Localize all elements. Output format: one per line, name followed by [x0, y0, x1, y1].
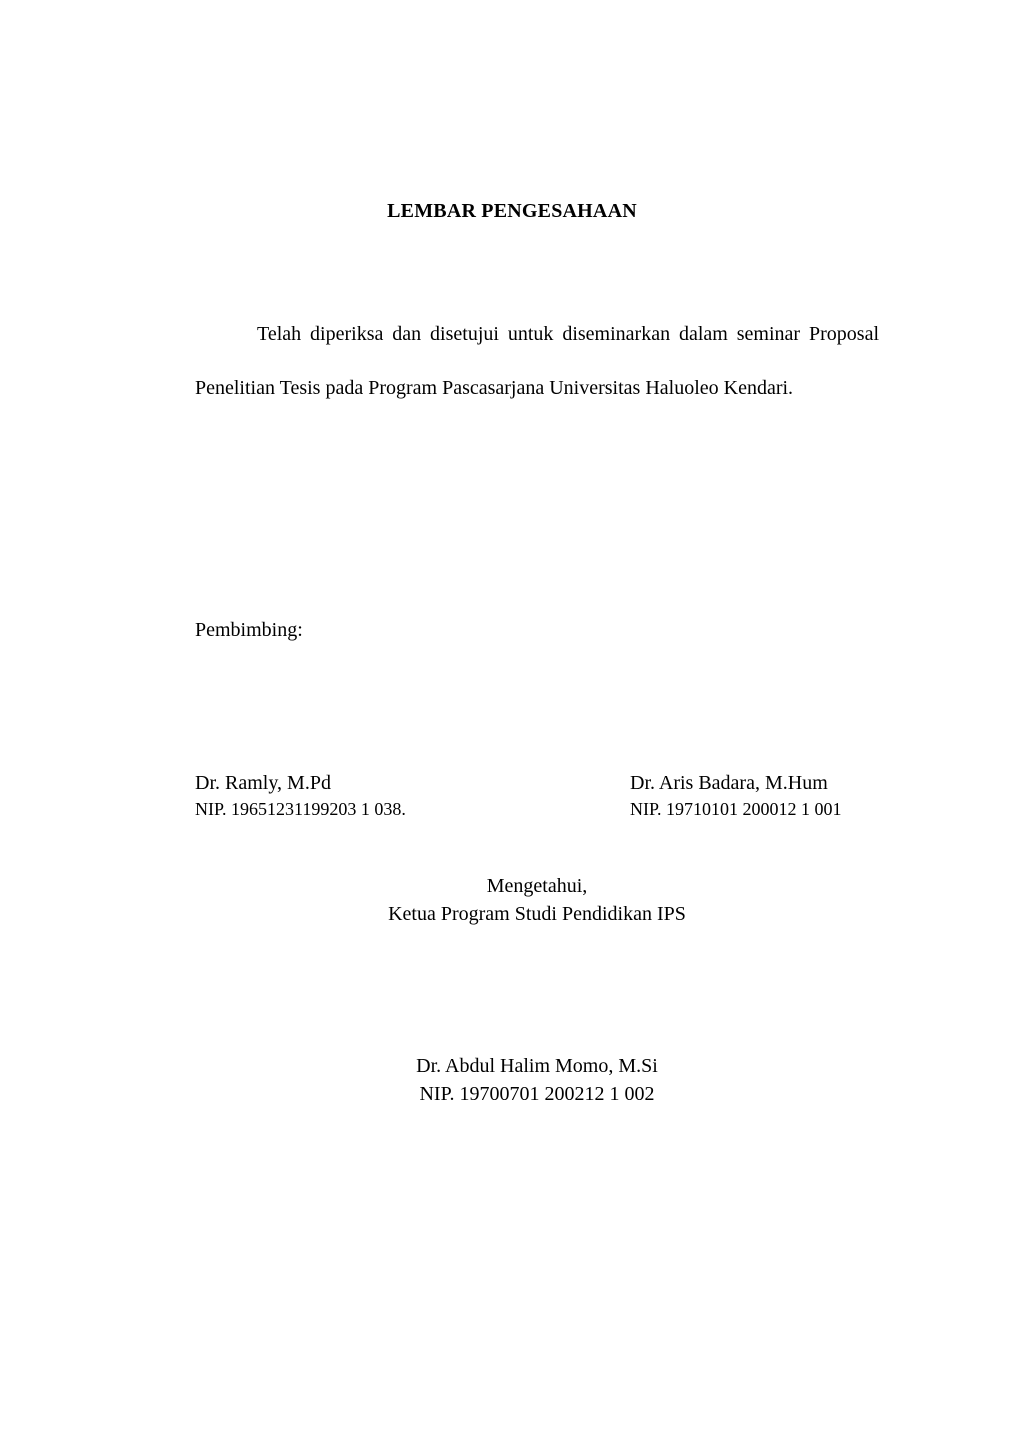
acknowledgement-block	[0, 872, 1024, 928]
approval-statement: Telah diperiksa dan disetujui untuk diseminarkan dalam seminar Proposal Penelitian Tesis pada Program Pascasarjana Universitas Haluoleo Kendari.	[195, 323, 879, 399]
head-nip: NIP. 19700701 200212 1 002	[419, 1083, 655, 1105]
page-title: LEMBAR PENGESAHAAN	[387, 200, 637, 222]
acknowledgement-role: Ketua Program Studi Pendidikan IPS	[388, 903, 686, 925]
acknowledgement-heading: Mengetahui,	[486, 875, 588, 897]
signatory-name: Dr. Ramly, M.Pd	[195, 772, 331, 794]
signatory-name: Dr. Aris Badara, M.Hum	[630, 772, 828, 794]
supervisor-label: Pembimbing:	[195, 619, 303, 641]
signatory-first	[195, 770, 406, 822]
head-name: Dr. Abdul Halim Momo, M.Si	[416, 1055, 658, 1077]
head-signatory	[0, 1052, 1024, 1108]
signatory-nip: NIP. 19710101 200012 1 001	[630, 799, 842, 819]
signatory-second	[630, 770, 842, 822]
signatory-nip: NIP. 19651231199203 1 038.	[195, 799, 406, 819]
